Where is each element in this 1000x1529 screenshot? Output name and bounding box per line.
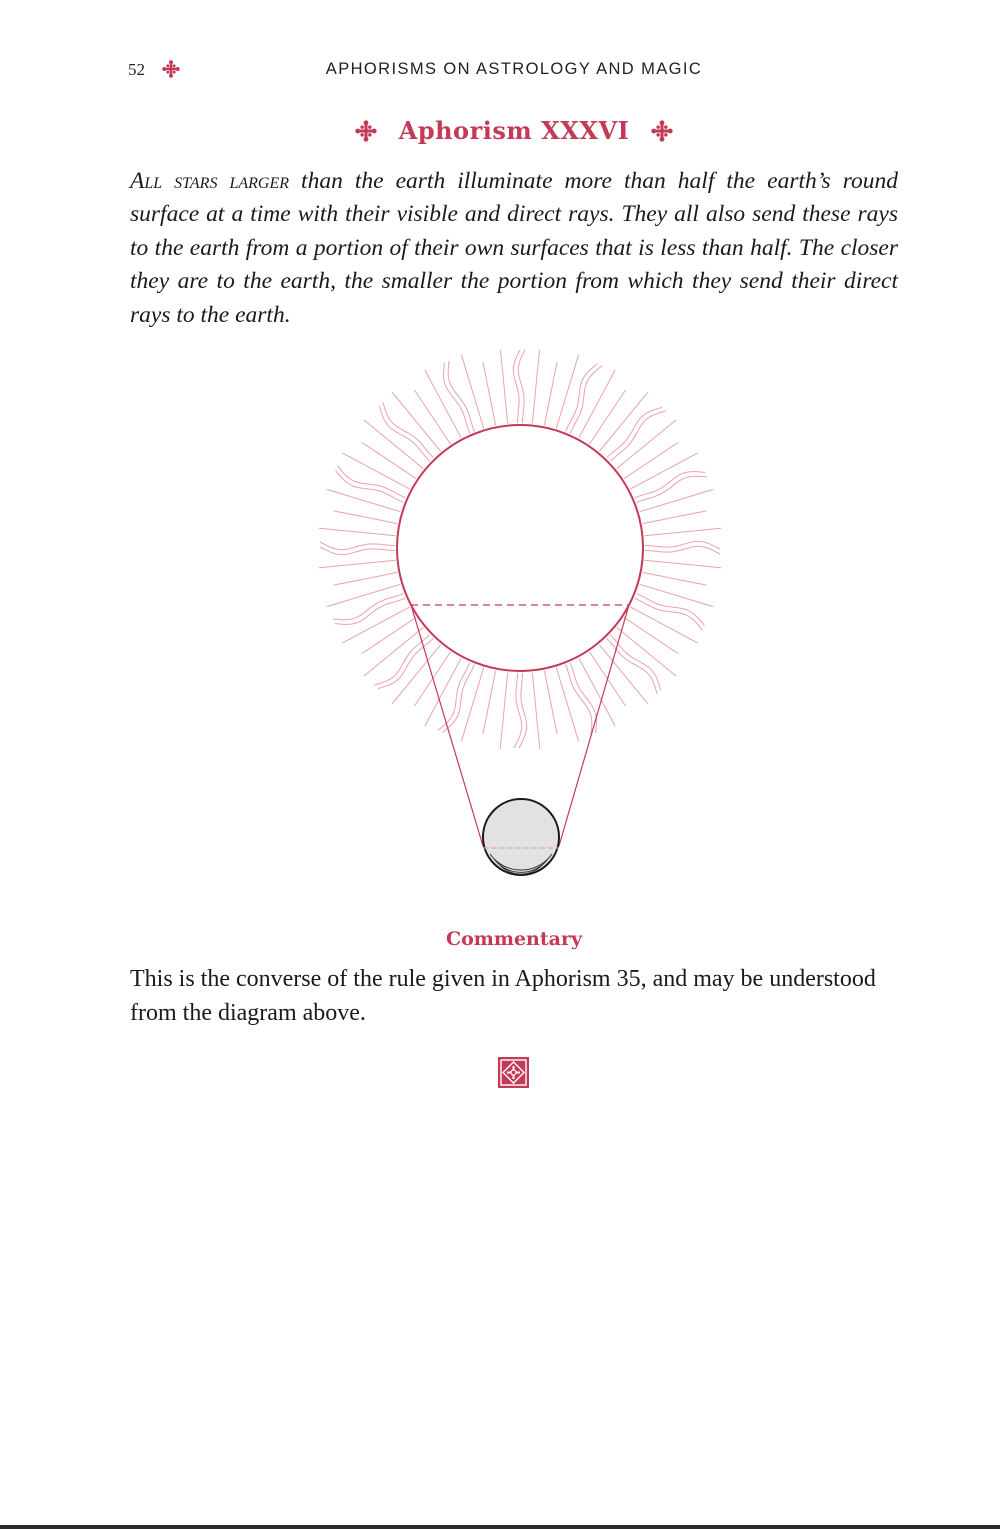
straight-ray	[342, 607, 410, 643]
wavy-ray	[645, 546, 720, 554]
straight-ray	[640, 584, 714, 606]
straight-ray	[483, 671, 496, 735]
straight-ray	[500, 350, 508, 424]
page-number: 52	[128, 60, 145, 79]
straight-ray	[630, 607, 698, 643]
wavy-ray	[514, 673, 522, 748]
wavy-ray	[320, 547, 395, 555]
straight-ray	[630, 453, 698, 489]
straight-ray	[327, 489, 401, 511]
straight-ray	[364, 627, 424, 676]
running-head	[0, 58, 1000, 82]
straight-ray	[624, 442, 678, 478]
straight-ray	[544, 362, 557, 426]
bottom-rule	[0, 1525, 1000, 1529]
straight-ray	[362, 617, 416, 653]
aphorism-body: than the earth illuminate more than half the earth’s round surface at a time with their visible and direct rays. They all also send these rays to the earth from a portion of their own surfaces that is less than half. The closer they are to the earth, the smaller the portion from which they send their direct rays to the earth.	[130, 168, 898, 328]
straight-ray	[500, 672, 508, 749]
straight-ray	[362, 442, 416, 478]
aphorism-text	[130, 165, 898, 332]
wavy-ray	[570, 663, 596, 734]
straight-ray	[319, 560, 396, 568]
straight-ray	[392, 392, 441, 452]
straight-ray	[544, 671, 557, 735]
straight-ray	[532, 350, 540, 424]
sun-circle	[397, 425, 643, 671]
straight-ray	[483, 362, 496, 426]
straight-ray	[342, 453, 410, 489]
straight-ray	[624, 617, 678, 653]
commentary-text: This is the converse of the rule given in Aphorism 35, and may be understood from the diagram above.	[130, 966, 876, 1026]
straight-ray	[334, 572, 398, 585]
straight-ray	[643, 511, 707, 524]
wavy-ray	[335, 598, 406, 624]
earth-circle	[483, 799, 559, 875]
wavy-ray	[635, 472, 706, 498]
straight-ray	[644, 560, 721, 568]
wavy-ray	[518, 350, 526, 423]
aphorism-lead: All stars larger	[130, 168, 290, 194]
cross-fleury-ornament-icon	[651, 120, 673, 142]
straight-ray	[644, 528, 721, 536]
wavy-ray	[383, 402, 434, 458]
aphorism-title: Aphorism XXXVI	[398, 116, 630, 145]
running-title: APHORISMS ON ASTROLOGY AND MAGIC	[325, 60, 703, 78]
wavy-ray	[519, 673, 527, 748]
straight-ray	[414, 390, 450, 444]
straight-ray	[617, 420, 677, 469]
straight-ray	[461, 668, 483, 742]
straight-ray	[334, 511, 398, 524]
end-ornament-icon	[498, 1057, 529, 1088]
straight-ray	[643, 572, 707, 585]
wavy-ray	[645, 541, 720, 549]
wavy-ray	[607, 638, 658, 694]
wavy-ray	[610, 411, 666, 462]
straight-ray	[579, 370, 615, 438]
straight-ray	[599, 645, 648, 705]
cross-fleury-ornament-icon	[355, 120, 377, 142]
straight-ray	[589, 390, 625, 444]
straight-ray	[532, 672, 540, 749]
wavy-ray	[374, 635, 430, 686]
aphorism-heading	[0, 116, 1000, 150]
commentary-heading: Commentary	[445, 928, 583, 950]
wavy-ray	[444, 363, 470, 434]
sun-earth-diagram	[300, 350, 740, 890]
straight-ray	[425, 370, 461, 438]
wavy-ray	[320, 542, 395, 550]
straight-ray	[556, 355, 578, 429]
straight-ray	[319, 528, 396, 536]
